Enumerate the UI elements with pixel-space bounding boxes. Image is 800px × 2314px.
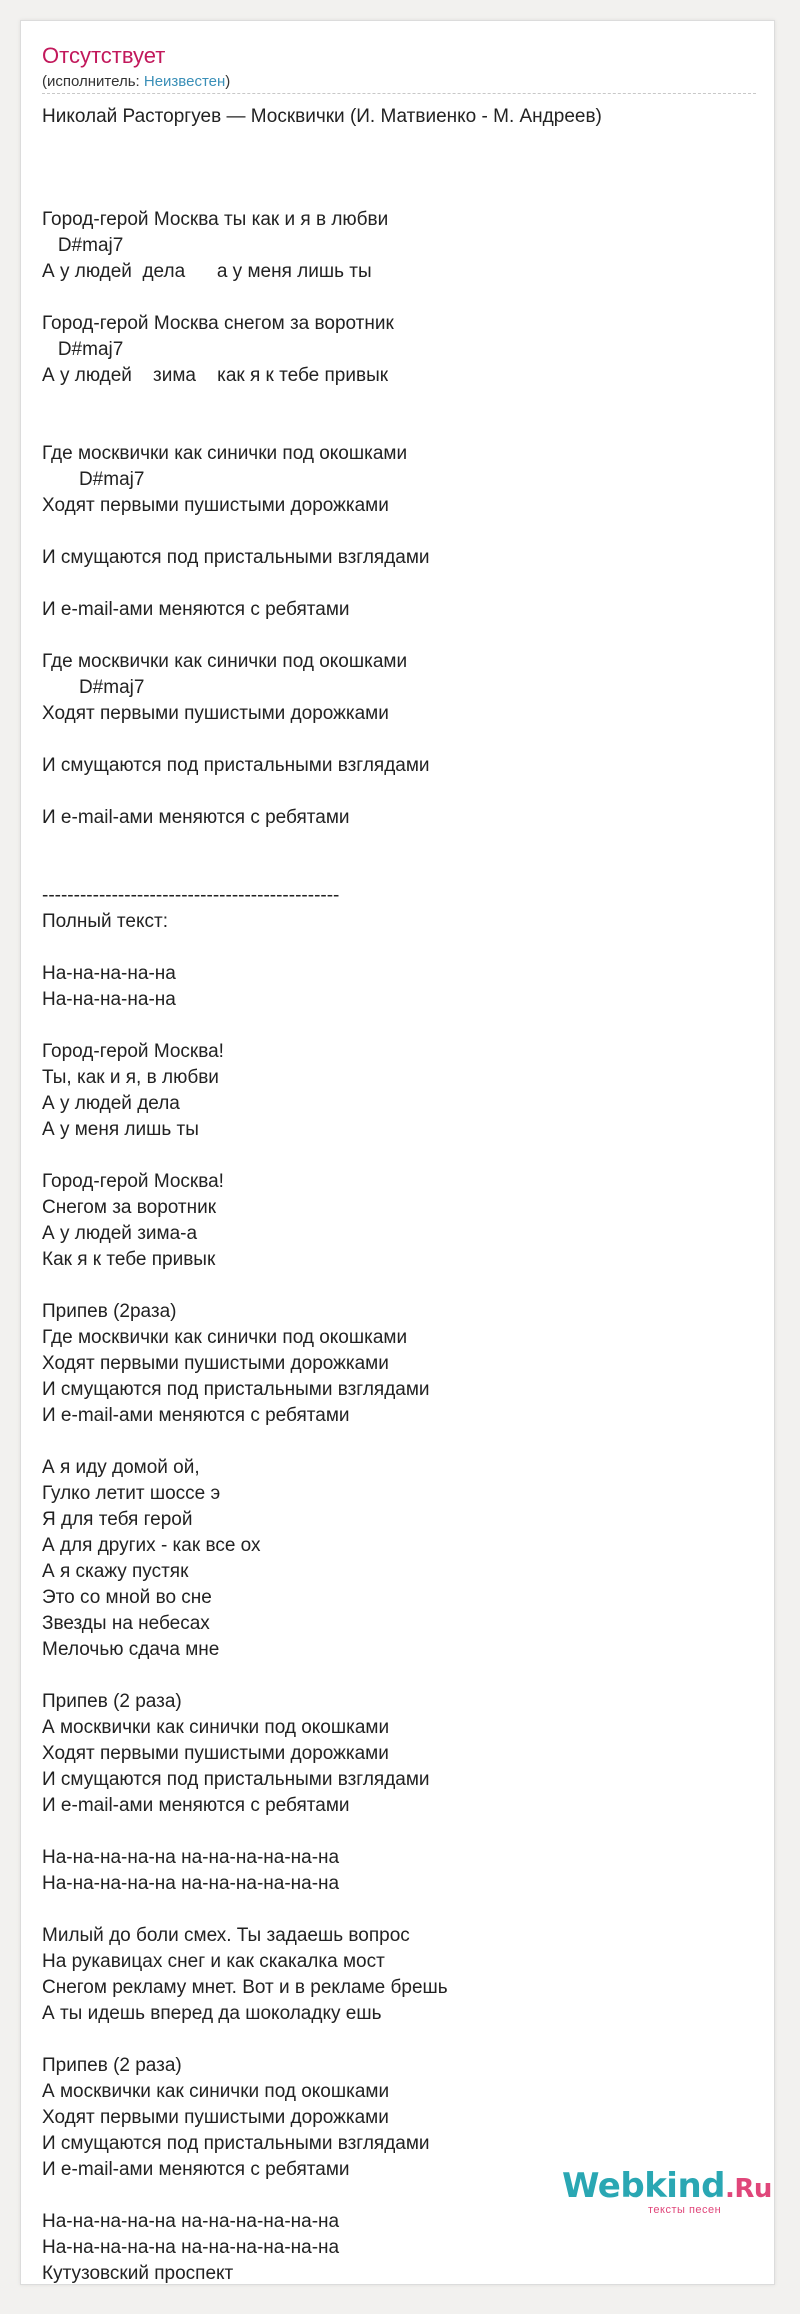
lyric-line xyxy=(42,389,762,415)
lyric-line: Снегом за воротник xyxy=(42,1197,217,1218)
performer-line xyxy=(42,73,230,91)
webkind-logo[interactable] xyxy=(562,2166,772,2236)
lyric-line: Милый до боли смех. Ты задаешь вопрос xyxy=(42,1925,410,1946)
lyric-line: А москвички как синички под окошками xyxy=(42,1717,390,1738)
logo-wordmark xyxy=(562,2166,772,2209)
logo-tld: .Ru xyxy=(725,2174,772,2204)
lyric-line: И смущаются под пристальными взглядами xyxy=(42,1379,430,1400)
logo-name: Webkind xyxy=(562,2166,725,2206)
lyric-line xyxy=(42,935,762,961)
lyric-line: D#maj7 xyxy=(42,235,124,256)
lyric-line xyxy=(42,857,762,883)
lyric-line: Полный текст: xyxy=(42,911,168,932)
lyric-line: ----------------------------------------------- xyxy=(42,885,340,906)
page-title: Отсутствует xyxy=(42,43,166,68)
lyric-line xyxy=(42,415,762,441)
lyric-line: Город-герой Москва! xyxy=(42,1041,224,1062)
lyric-line: А у людей дела xyxy=(42,1093,180,1114)
lyric-line: И e-mail-ами меняются с ребятами xyxy=(42,1795,350,1816)
lyric-line: И e-mail-ами меняются с ребятами xyxy=(42,2159,350,2180)
lyric-line xyxy=(42,1663,762,1689)
lyric-line xyxy=(42,623,762,649)
lyric-line: А я скажу пустяк xyxy=(42,1561,189,1582)
lyric-line xyxy=(42,519,762,545)
lyric-line: Звезды на небесах xyxy=(42,1613,210,1634)
lyric-line: И e-mail-ами меняются с ребятами xyxy=(42,807,350,828)
lyric-line: Ходят первыми пушистыми дорожками xyxy=(42,703,389,724)
performer-suffix: ) xyxy=(225,73,231,90)
lyric-line xyxy=(42,1013,762,1039)
lyric-line: D#maj7 xyxy=(42,677,145,698)
lyric-line: Я для тебя герой xyxy=(42,1509,193,1530)
lyric-line: А для других - как все ох xyxy=(42,1535,261,1556)
logo-tagline: тексты песен xyxy=(648,2204,722,2216)
lyric-line xyxy=(42,1429,762,1455)
performer-link[interactable]: Неизвестен xyxy=(143,73,226,90)
lyrics-card xyxy=(20,20,775,2285)
lyric-line: И смущаются под пристальными взглядами xyxy=(42,2133,430,2154)
lyric-line: Это со мной во сне xyxy=(42,1587,212,1608)
lyric-line: Ты, как и я, в любви xyxy=(42,1067,219,1088)
lyric-line xyxy=(42,1273,762,1299)
lyric-line: Город-герой Москва! xyxy=(42,1171,224,1192)
lyric-line: И смущаются под пристальными взглядами xyxy=(42,755,430,776)
lyric-line: Припев (2раза) xyxy=(42,1301,177,1322)
lyric-line: На-на-на-на-на xyxy=(42,989,176,1010)
lyric-line: А у людей зима-а xyxy=(42,1223,198,1244)
lyric-line: А ты идешь вперед да шоколадку ешь xyxy=(42,2003,382,2024)
lyric-line: Ходят первыми пушистыми дорожками xyxy=(42,1743,389,1764)
lyric-line xyxy=(42,779,762,805)
lyric-line: На-на-на-на-на на-на-на-на-на-на xyxy=(42,2237,340,2258)
lyric-line: Ходят первыми пушистыми дорожками xyxy=(42,495,389,516)
lyric-line: Кутузовский проспект xyxy=(42,2263,234,2284)
lyric-line: D#maj7 xyxy=(42,469,145,490)
lyric-line xyxy=(42,571,762,597)
lyric-line: На-на-на-на-на xyxy=(42,963,176,984)
lyric-line: А москвички как синички под окошками xyxy=(42,2081,390,2102)
lyric-line: Где москвички как синички под окошками xyxy=(42,651,408,672)
lyric-line: Снегом рекламу мнет. Вот и в рекламе брешь xyxy=(42,1977,448,1998)
lyric-line: Припев (2 раза) xyxy=(42,1691,182,1712)
lyric-line: Ходят первыми пушистыми дорожками xyxy=(42,2107,389,2128)
lyric-line: И e-mail-ами меняются с ребятами xyxy=(42,1405,350,1426)
lyric-line xyxy=(42,1897,762,1923)
header-divider xyxy=(42,93,756,94)
lyric-line: Как я к тебе привык xyxy=(42,1249,216,1270)
lyric-line: Город-герой Москва снегом за воротник xyxy=(42,313,394,334)
lyric-line: Где москвички как синички под окошками xyxy=(42,443,408,464)
lyric-line: На-на-на-на-на на-на-на-на-на-на xyxy=(42,1847,340,1868)
lyric-line: Город-герой Москва ты как и я в любви xyxy=(42,209,389,230)
lyric-line xyxy=(42,1819,762,1845)
lyric-line: На рукавицах снег и как скакалка мост xyxy=(42,1951,385,1972)
lyric-line: И смущаются под пристальными взглядами xyxy=(42,547,430,568)
lyric-line xyxy=(42,1143,762,1169)
lyric-line: На-на-на-на-на на-на-на-на-на-на xyxy=(42,1873,340,1894)
lyric-line xyxy=(42,181,762,207)
lyric-line: А у людей зима как я к тебе привык xyxy=(42,365,389,386)
lyric-line: А я иду домой ой, xyxy=(42,1457,200,1478)
lyric-line: Гулко летит шоссе э xyxy=(42,1483,221,1504)
lyric-line: Припев (2 раза) xyxy=(42,2055,182,2076)
lyric-line: На-на-на-на-на на-на-на-на-на-на xyxy=(42,2211,340,2232)
lyric-line: Мелочью сдача мне xyxy=(42,1639,220,1660)
lyric-line: Ходят первыми пушистыми дорожками xyxy=(42,1353,389,1374)
lyric-line xyxy=(42,831,762,857)
lyric-line: И смущаются под пристальными взглядами xyxy=(42,1769,430,1790)
lyric-line xyxy=(42,727,762,753)
lyric-line: И e-mail-ами меняются с ребятами xyxy=(42,599,350,620)
lyric-line: А у людей дела а у меня лишь ты xyxy=(42,261,372,282)
lyric-line: А у меня лишь ты xyxy=(42,1119,199,1140)
lyric-line: D#maj7 xyxy=(42,339,124,360)
lyric-line xyxy=(42,2027,762,2053)
lyric-line xyxy=(42,285,762,311)
song-title: Николай Расторгуев — Москвички (И. Матвиенко - М. Андреев) xyxy=(42,106,602,127)
lyric-line: Где москвички как синички под окошками xyxy=(42,1327,408,1348)
lyrics-text xyxy=(42,181,762,2287)
performer-prefix: (исполнитель: xyxy=(42,73,144,90)
